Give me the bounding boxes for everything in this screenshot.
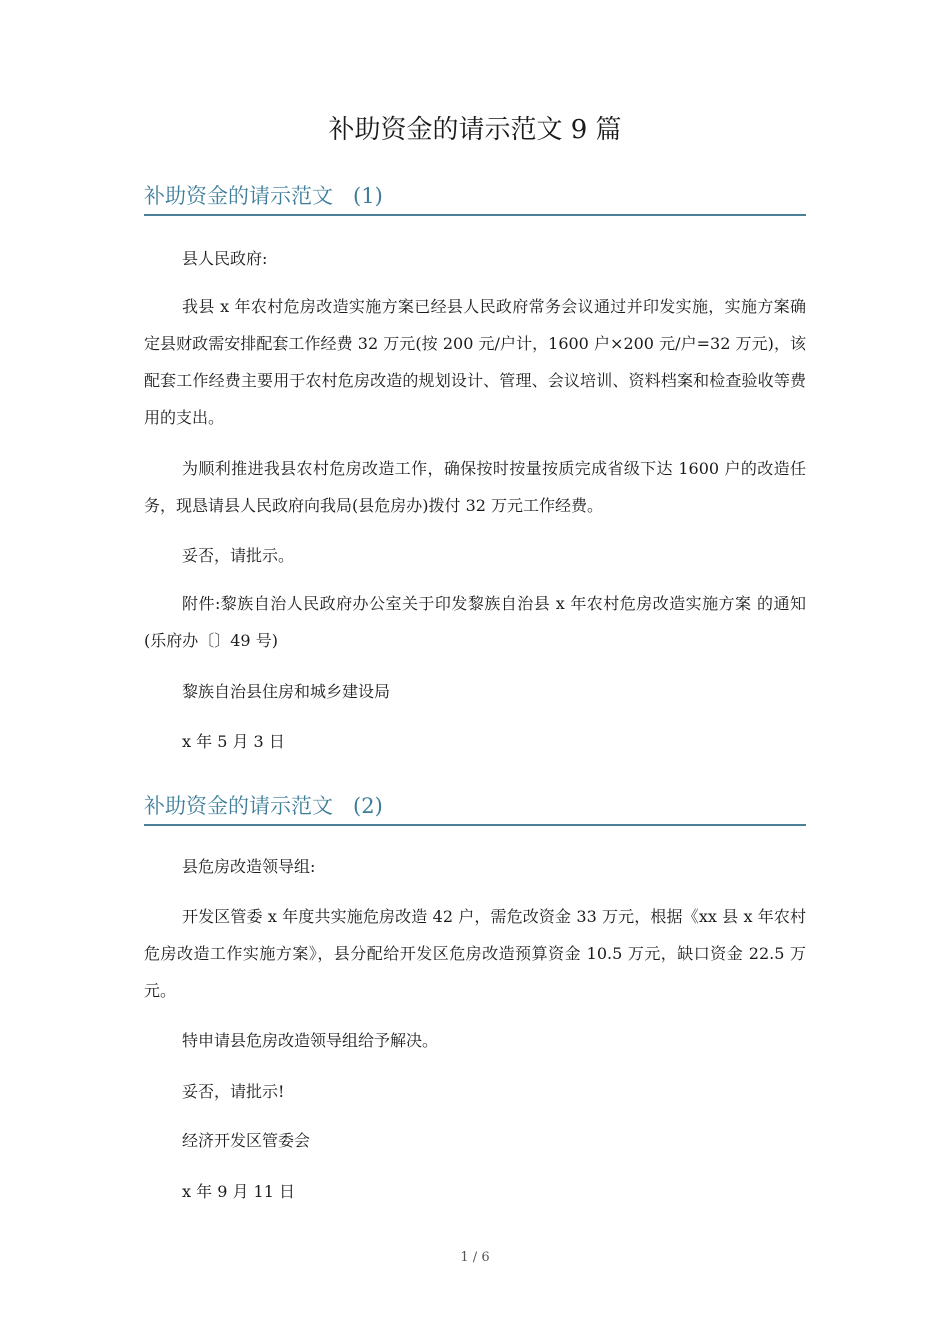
section-1-paragraph-1: 县人民政府: [182, 249, 268, 268]
section-1-paragraph-2: 我县 x 年农村危房改造实施方案已经县人民政府常务会议通过并印发实施，实施方案确定县财政需安排配套工作经费 32 万元(按 200 元/户计，1600 户×200 元/户=32 万元)，该配套工作经费主要用于农村危房改造的规划设计、管理、会议培训、资料档案和检查验收等费用的支出。 [144, 297, 806, 427]
section-1-paragraph-3: 为顺利推进我县农村危房改造工作，确保按时按量按质完成省级下达 1600 户的改造任务，现恳请县人民政府向我局(县危房办)拨付 32 万元工作经费。 [144, 459, 806, 515]
section-1-paragraph-4: 妥否，请批示。 [182, 546, 295, 565]
section-2-paragraph-6: x 年 9 月 11 日 [182, 1182, 295, 1201]
section-heading-1: 补助资金的请示范文 (1) [144, 180, 806, 216]
section-2-paragraph-1: 县危房改造领导组: [182, 857, 316, 876]
section-2-paragraph-5: 经济开发区管委会 [182, 1131, 311, 1150]
section-1-paragraph-6: 黎族自治县住房和城乡建设局 [182, 682, 391, 701]
document-title: 补助资金的请示范文 9 篇 [328, 115, 622, 145]
section-2-paragraph-3: 特申请县危房改造领导组给予解决。 [182, 1031, 439, 1050]
section-2-paragraph-2: 开发区管委 x 年度共实施危房改造 42 户，需危改资金 33 万元，根据《xx 县 x 年农村危房改造工作实施方案》，县分配给开发区危房改造预算资金 10.5 万元，缺口资金 22.5 万元。 [144, 907, 806, 1000]
section-1-paragraph-7: x 年 5 月 3 日 [182, 732, 285, 751]
section-1-paragraph-5: 附件:黎族自治人民政府办公室关于印发黎族自治县 x 年农村危房改造实施方案 的通知(乐府办〔〕49 号) [144, 594, 806, 650]
section-2-paragraph-4: 妥否，请批示! [182, 1082, 285, 1101]
section-heading-2: 补助资金的请示范文 (2) [144, 790, 806, 826]
page-number: 1 / 6 [460, 1250, 490, 1265]
